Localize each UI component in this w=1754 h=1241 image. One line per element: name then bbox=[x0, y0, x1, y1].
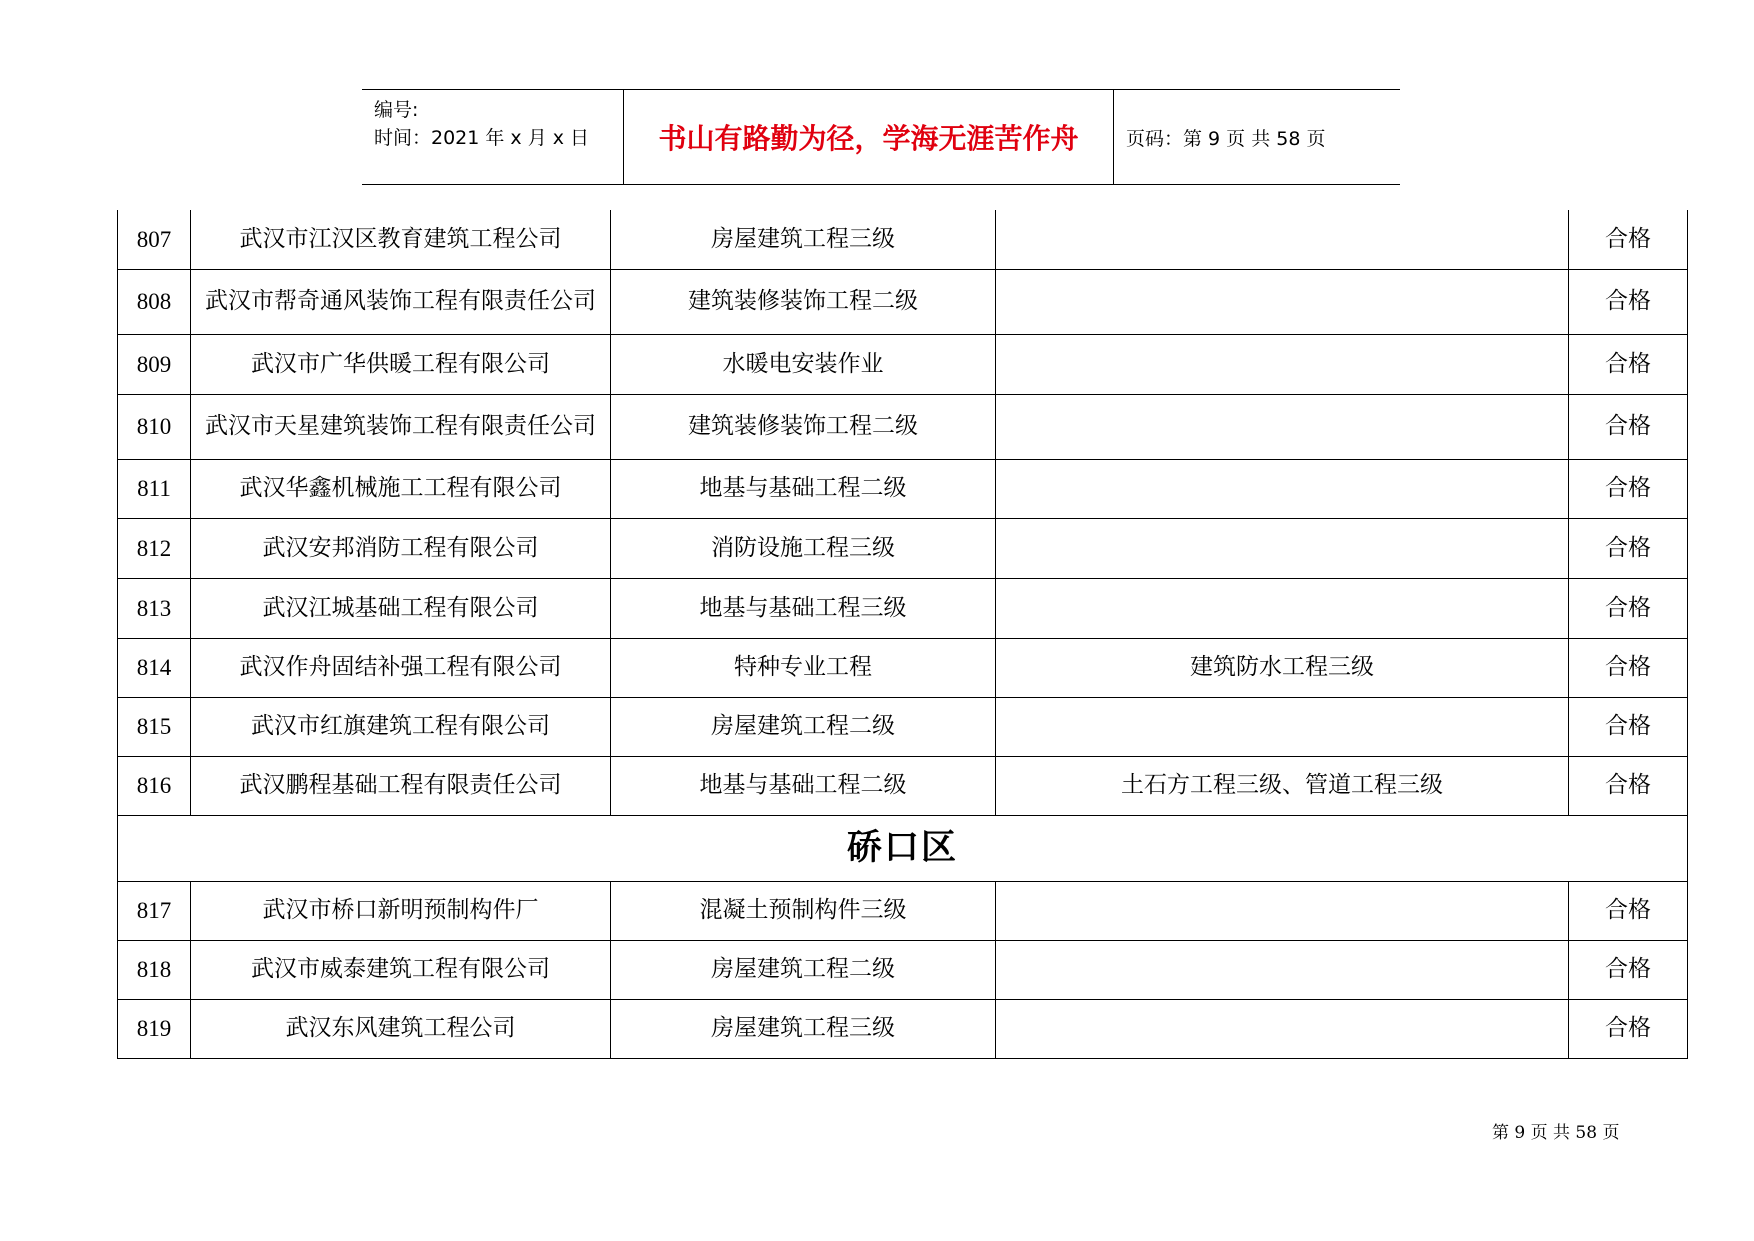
additional-qualification bbox=[996, 459, 1569, 518]
company-name: 武汉市红旗建筑工程有限公司 bbox=[191, 697, 611, 756]
company-name: 武汉华鑫机械施工工程有限公司 bbox=[191, 459, 611, 518]
company-name: 武汉市桥口新明预制构件厂 bbox=[191, 881, 611, 940]
row-number: 810 bbox=[118, 394, 191, 459]
header-page-code: 页码：第 9 页 共 58 页 bbox=[1126, 127, 1326, 150]
additional-qualification bbox=[996, 999, 1569, 1058]
qualification: 建筑装修装饰工程二级 bbox=[611, 269, 996, 334]
result: 合格 bbox=[1569, 940, 1688, 999]
company-name: 武汉鹏程基础工程有限责任公司 bbox=[191, 756, 611, 815]
qualification: 地基与基础工程二级 bbox=[611, 459, 996, 518]
additional-qualification bbox=[996, 881, 1569, 940]
qualification: 房屋建筑工程二级 bbox=[611, 940, 996, 999]
section-row bbox=[118, 815, 1688, 881]
company-name: 武汉作舟固结补强工程有限公司 bbox=[191, 638, 611, 697]
section-title: 硚口区 bbox=[118, 815, 1688, 881]
table-row bbox=[118, 638, 1688, 697]
row-number: 819 bbox=[118, 999, 191, 1058]
page-header bbox=[362, 89, 1400, 185]
qualification: 水暖电安装作业 bbox=[611, 334, 996, 394]
table-row bbox=[118, 210, 1688, 269]
company-name: 武汉市威泰建筑工程有限公司 bbox=[191, 940, 611, 999]
table-row bbox=[118, 459, 1688, 518]
result: 合格 bbox=[1569, 881, 1688, 940]
row-number: 816 bbox=[118, 756, 191, 815]
result: 合格 bbox=[1569, 394, 1688, 459]
additional-qualification bbox=[996, 578, 1569, 638]
table-row bbox=[118, 756, 1688, 815]
table-row bbox=[118, 394, 1688, 459]
table-row bbox=[118, 940, 1688, 999]
table-row bbox=[118, 578, 1688, 638]
result: 合格 bbox=[1569, 578, 1688, 638]
additional-qualification: 建筑防水工程三级 bbox=[996, 638, 1569, 697]
result: 合格 bbox=[1569, 210, 1688, 269]
row-number: 812 bbox=[118, 518, 191, 578]
row-number: 817 bbox=[118, 881, 191, 940]
company-name: 武汉市江汉区教育建筑工程公司 bbox=[191, 210, 611, 269]
qualification: 地基与基础工程三级 bbox=[611, 578, 996, 638]
table-body-b bbox=[118, 881, 1688, 1058]
company-name: 武汉安邦消防工程有限公司 bbox=[191, 518, 611, 578]
row-number: 807 bbox=[118, 210, 191, 269]
number-label: 编号: bbox=[374, 99, 419, 121]
result: 合格 bbox=[1569, 999, 1688, 1058]
result: 合格 bbox=[1569, 518, 1688, 578]
row-number: 809 bbox=[118, 334, 191, 394]
company-name: 武汉市广华供暖工程有限公司 bbox=[191, 334, 611, 394]
header-motto: 书山有路勤为径，学海无涯苦作舟 bbox=[624, 90, 1114, 184]
table-body-a bbox=[118, 210, 1688, 815]
row-number: 818 bbox=[118, 940, 191, 999]
table-row bbox=[118, 999, 1688, 1058]
additional-qualification: 土石方工程三级、管道工程三级 bbox=[996, 756, 1569, 815]
section-row-group bbox=[118, 815, 1688, 881]
row-number: 815 bbox=[118, 697, 191, 756]
qualification: 地基与基础工程二级 bbox=[611, 756, 996, 815]
result: 合格 bbox=[1569, 459, 1688, 518]
additional-qualification bbox=[996, 940, 1569, 999]
page-footer: 第 9 页 共 58 页 bbox=[1492, 1123, 1620, 1143]
qualification: 房屋建筑工程三级 bbox=[611, 210, 996, 269]
company-name: 武汉东风建筑工程公司 bbox=[191, 999, 611, 1058]
time-label: 时间：2021 年 x 月 x 日 bbox=[374, 127, 590, 149]
qualification: 混凝土预制构件三级 bbox=[611, 881, 996, 940]
additional-qualification bbox=[996, 697, 1569, 756]
additional-qualification bbox=[996, 394, 1569, 459]
qualification-table bbox=[117, 210, 1688, 1059]
company-name: 武汉江城基础工程有限公司 bbox=[191, 578, 611, 638]
qualification: 特种专业工程 bbox=[611, 638, 996, 697]
table-row bbox=[118, 881, 1688, 940]
row-number: 811 bbox=[118, 459, 191, 518]
table-row bbox=[118, 697, 1688, 756]
result: 合格 bbox=[1569, 697, 1688, 756]
result: 合格 bbox=[1569, 756, 1688, 815]
table-row bbox=[118, 269, 1688, 334]
additional-qualification bbox=[996, 269, 1569, 334]
result: 合格 bbox=[1569, 638, 1688, 697]
qualification: 房屋建筑工程三级 bbox=[611, 999, 996, 1058]
result: 合格 bbox=[1569, 269, 1688, 334]
row-number: 814 bbox=[118, 638, 191, 697]
qualification: 房屋建筑工程二级 bbox=[611, 697, 996, 756]
company-name: 武汉市帮奇通风装饰工程有限责任公司 bbox=[191, 269, 611, 334]
result: 合格 bbox=[1569, 334, 1688, 394]
row-number: 808 bbox=[118, 269, 191, 334]
row-number: 813 bbox=[118, 578, 191, 638]
additional-qualification bbox=[996, 210, 1569, 269]
qualification: 建筑装修装饰工程二级 bbox=[611, 394, 996, 459]
table-row bbox=[118, 334, 1688, 394]
qualification: 消防设施工程三级 bbox=[611, 518, 996, 578]
company-name: 武汉市天星建筑装饰工程有限责任公司 bbox=[191, 394, 611, 459]
additional-qualification bbox=[996, 334, 1569, 394]
table-row bbox=[118, 518, 1688, 578]
header-meta bbox=[362, 90, 624, 184]
additional-qualification bbox=[996, 518, 1569, 578]
